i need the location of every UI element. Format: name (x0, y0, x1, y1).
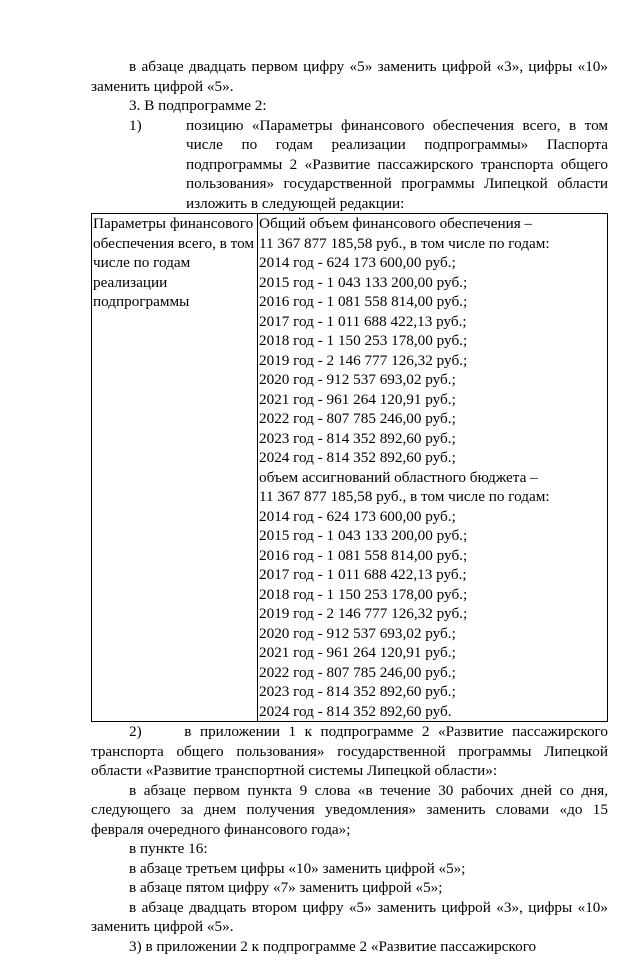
financing-line: 2024 год - 814 352 892,60 руб.; (259, 448, 606, 468)
financing-line: 2018 год - 1 150 253 178,00 руб.; (259, 585, 606, 605)
financing-line: 2018 год - 1 150 253 178,00 руб.; (259, 331, 606, 351)
financing-line: Общий объем финансового обеспечения – (259, 214, 606, 234)
list-item-2-text: в приложении 1 к подпрограмме 2 «Развитие пассажирского транспорта общего пользования» государственной программы Липецкой области «Развитие транспортной системы Липецкой области»: (91, 723, 608, 779)
financing-line: 2023 год - 814 352 892,60 руб.; (259, 682, 606, 702)
financing-table (91, 213, 608, 722)
paragraph-1: в абзаце двадцать первом цифру «5» заменить цифрой «3», цифры «10» заменить цифрой «5». (91, 57, 608, 96)
section-heading: 3. В подпрограмме 2: (91, 96, 608, 116)
financing-line: 2022 год - 807 785 246,00 руб.; (259, 409, 606, 429)
paragraph-5: в абзаце третьем цифры «10» заменить цифрой «5»; (91, 859, 608, 879)
paragraph-item-2 (91, 722, 608, 781)
financing-line: 2016 год - 1 081 558 814,00 руб.; (259, 292, 606, 312)
financing-line: 2021 год - 961 264 120,91 руб.; (259, 390, 606, 410)
financing-line: 2019 год - 2 146 777 126,32 руб.; (259, 351, 606, 371)
financing-line: 11 367 877 185,58 руб., в том числе по годам: (259, 487, 606, 507)
paragraph-3: в абзаце первом пункта 9 слова «в течение 30 рабочих дней со дня, следующего за днем получения уведомления» заменить словами «до 15 февраля очередного финансового года»; (91, 781, 608, 840)
financing-line: 2017 год - 1 011 688 422,13 руб.; (259, 565, 606, 585)
financing-line: 2024 год - 814 352 892,60 руб. (259, 702, 606, 722)
table-row (92, 214, 608, 722)
list-item-1 (91, 116, 608, 214)
financing-line: 2017 год - 1 011 688 422,13 руб.; (259, 312, 606, 332)
document-page (91, 57, 608, 956)
financing-line: 2015 год - 1 043 133 200,00 руб.; (259, 526, 606, 546)
financing-line: 2014 год - 624 173 600,00 руб.; (259, 253, 606, 273)
financing-line: 2022 год - 807 785 246,00 руб.; (259, 663, 606, 683)
table-left-cell: Параметры финансового обеспечения всего, в том числе по годам реализации подпрограммы (92, 214, 258, 722)
paragraph-7: в абзаце двадцать втором цифру «5» заменить цифрой «3», цифры «10» заменить цифрой «5». (91, 898, 608, 937)
paragraph-8: 3) в приложении 2 к подпрограмме 2 «Развитие пассажирского (91, 937, 608, 956)
paragraph-4: в пункте 16: (91, 839, 608, 859)
financing-line: 2021 год - 961 264 120,91 руб.; (259, 643, 606, 663)
financing-line: объем ассигнований областного бюджета – (259, 468, 606, 488)
financing-line: 2019 год - 2 146 777 126,32 руб.; (259, 604, 606, 624)
financing-line: 2023 год - 814 352 892,60 руб.; (259, 429, 606, 449)
list-item-2-number: 2) (129, 723, 142, 740)
financing-line: 11 367 877 185,58 руб., в том числе по годам: (259, 234, 606, 254)
table-right-cell (258, 214, 608, 722)
list-item-1-number: 1) (91, 116, 186, 214)
list-item-1-text: позицию «Параметры финансового обеспечения всего, в том числе по годам реализации подпрограммы» Паспорта подпрограммы 2 «Развитие пассажирского транспорта общего пользования» государственной программы Липецкой области изложить в следующей редакции: (186, 116, 608, 214)
paragraph-6: в абзаце пятом цифру «7» заменить цифрой «5»; (91, 878, 608, 898)
financing-line: 2020 год - 912 537 693,02 руб.; (259, 370, 606, 390)
financing-line: 2014 год - 624 173 600,00 руб.; (259, 507, 606, 527)
financing-line: 2020 год - 912 537 693,02 руб.; (259, 624, 606, 644)
financing-line: 2015 год - 1 043 133 200,00 руб.; (259, 273, 606, 293)
financing-line: 2016 год - 1 081 558 814,00 руб.; (259, 546, 606, 566)
